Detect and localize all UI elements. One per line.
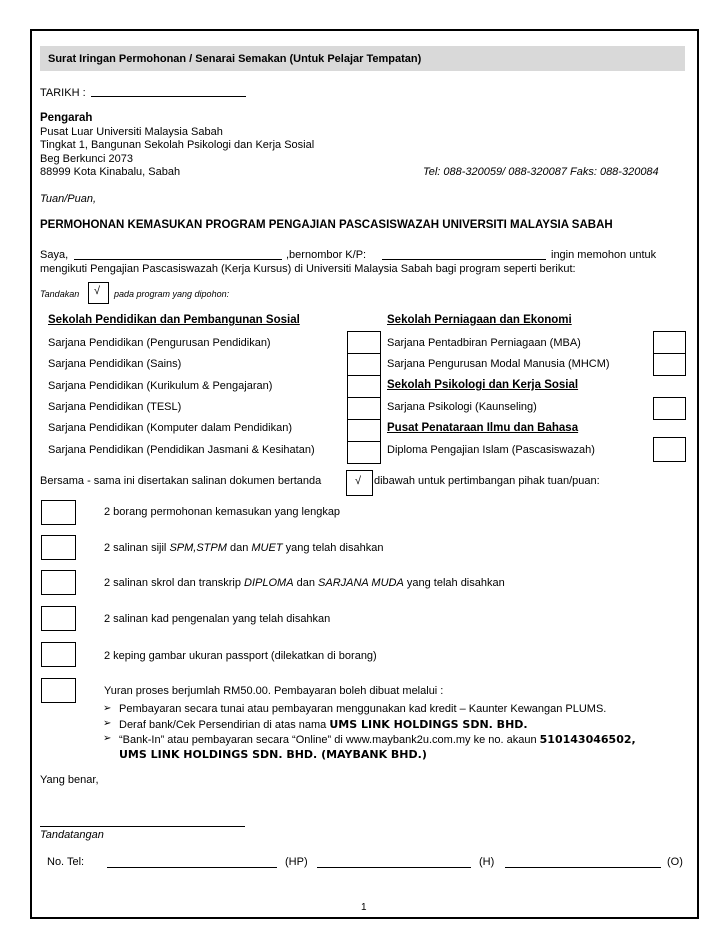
account-holder: UMS LINK HOLDINGS SDN. BHD. (MAYBANK BHD.) <box>119 748 427 761</box>
address-line-4: 88999 Kota Kinabalu, Sabah <box>40 166 181 178</box>
subject-heading: PERMOHONAN KEMASUKAN PROGRAM PENGAJIAN PASCASISWAZAH UNIVERSITI MALAYSIA SABAH <box>40 219 613 231</box>
program-item: Sarjana Pendidikan (TESL) <box>48 401 182 413</box>
intro-line-2: mengikuti Pengajian Pascasiswazah (Kerja Kursus) di Universiti Malaysia Sabah bagi program seperti berikut: <box>40 263 576 275</box>
arrow-bullet-icon: ➢ <box>103 703 112 714</box>
program-item: Sarjana Pendidikan (Pendidikan Jasmani & Kesihatan) <box>48 444 315 456</box>
document-text: DIPLOMA <box>244 577 294 589</box>
document-checkbox[interactable] <box>41 570 76 595</box>
program-item: Sarjana Pendidikan (Komputer dalam Pendidikan) <box>48 422 292 434</box>
program-checkbox[interactable] <box>653 437 686 462</box>
document-text: dan <box>296 577 315 589</box>
program-checkbox[interactable] <box>653 331 686 354</box>
document-item: 2 borang permohonan kemasukan yang lengkap <box>104 506 341 518</box>
program-item: Sarjana Pendidikan (Pengurusan Pendidikan) <box>48 337 271 349</box>
document-text: SARJANA MUDA <box>318 577 404 589</box>
intro-intent: ingin memohon untuk <box>551 249 657 261</box>
document-checkbox[interactable] <box>41 500 76 525</box>
phone-hp-label: (HP) <box>285 856 308 868</box>
program-item: Sarjana Pengurusan Modal Manusia (MHCM) <box>387 358 610 370</box>
program-checkbox[interactable] <box>653 397 686 420</box>
program-item: Sarjana Pentadbiran Perniagaan (MBA) <box>387 337 581 349</box>
arrow-bullet-icon: ➢ <box>103 718 112 729</box>
program-item: Sarjana Pendidikan (Kurikulum & Pengajaran) <box>48 380 273 392</box>
document-item: 2 salinan kad pengenalan yang telah disahkan <box>104 613 331 625</box>
program-checkbox[interactable] <box>653 353 686 376</box>
document-text: yang telah disahkan <box>406 577 505 589</box>
document-text: 2 salinan skrol dan transkrip <box>104 577 241 589</box>
arrow-bullet-icon: ➢ <box>103 733 112 744</box>
address-line-1: Pusat Luar Universiti Malaysia Sabah <box>40 126 223 138</box>
phone-o-field[interactable] <box>505 867 661 868</box>
address-line-2: Tingkat 1, Bangunan Sekolah Psikologi dan Kerja Sosial <box>40 139 315 151</box>
document-checkbox[interactable] <box>41 606 76 631</box>
ic-label: ,bernombor K/P: <box>286 249 367 261</box>
page-number: 1 <box>361 902 367 913</box>
phone-label: No. Tel: <box>47 856 85 868</box>
document-item <box>104 542 383 554</box>
closing: Yang benar, <box>40 774 99 786</box>
document-text: MUET <box>251 542 283 554</box>
program-checkbox[interactable] <box>347 419 381 442</box>
program-checkbox[interactable] <box>347 331 381 354</box>
date-field[interactable] <box>91 96 246 97</box>
name-field[interactable] <box>74 259 282 260</box>
document-checkbox[interactable] <box>41 642 76 667</box>
payment-text: Deraf bank/Cek Persendirian di atas nama <box>119 719 327 731</box>
language-centre-heading: Pusat Penataraan Ilmu dan Bahasa <box>387 422 579 434</box>
payment-option: Pembayaran secara tunai atau pembayaran menggunakan kad kredit – Kaunter Kewangan PLUMS. <box>119 703 607 715</box>
salutation: Tuan/Puan, <box>40 193 97 205</box>
program-item: Diploma Pengajian Islam (Pascasiswazah) <box>387 444 595 456</box>
document-text: SPM,STPM <box>169 542 227 554</box>
tick-instruction-after: pada program yang dipohon: <box>114 289 230 299</box>
date-label: TARIKH : <box>40 87 86 99</box>
document-checkbox[interactable] <box>41 535 76 560</box>
document-checkbox[interactable] <box>41 678 76 703</box>
recipient: Pengarah <box>40 112 93 124</box>
document-text: 2 salinan sijil <box>104 542 167 554</box>
document-item: 2 keping gambar ukuran passport (dilekatkan di borang) <box>104 650 377 662</box>
program-checkbox[interactable] <box>347 353 381 376</box>
ic-field[interactable] <box>382 259 546 260</box>
payment-option <box>119 733 636 746</box>
payment-option <box>119 718 528 731</box>
document-text: yang telah disahkan <box>285 542 384 554</box>
program-checkbox[interactable] <box>347 397 381 420</box>
program-checkbox[interactable] <box>347 441 381 464</box>
payee-name: UMS LINK HOLDINGS SDN. BHD. <box>329 718 528 731</box>
document-item: Yuran proses berjumlah RM50.00. Pembayaran boleh dibuat melalui : <box>104 685 444 697</box>
contact-info: Tel: 088-320059/ 088-320087 Faks: 088-320084 <box>423 166 659 178</box>
psychology-school-heading: Sekolah Psikologi dan Kerja Sosial <box>387 379 579 391</box>
form-title: Surat Iringan Permohonan / Senarai Semakan (Untuk Pelajar Tempatan) <box>48 53 422 65</box>
tick-icon: √ <box>94 285 101 297</box>
document-item <box>104 577 505 589</box>
phone-h-label: (H) <box>479 856 495 868</box>
phone-hp-field[interactable] <box>107 867 277 868</box>
left-school-heading: Sekolah Pendidikan dan Pembangunan Sosial <box>48 314 300 326</box>
tick-icon: √ <box>355 475 362 487</box>
phone-h-field[interactable] <box>317 867 471 868</box>
document-text: dan <box>229 542 249 554</box>
payment-text: “Bank-In” atau pembayaran secara “Online” di www.maybank2u.com.my ke no. akaun <box>119 734 537 746</box>
program-item: Sarjana Psikologi (Kaunseling) <box>387 401 537 413</box>
business-school-heading: Sekolah Perniagaan dan Ekonomi <box>387 314 572 326</box>
attach-line-before: Bersama - sama ini disertakan salinan dokumen bertanda <box>40 475 322 487</box>
account-number: 510143046502, <box>539 733 636 746</box>
signature-field[interactable] <box>40 826 245 827</box>
signature-label: Tandatangan <box>40 829 104 841</box>
program-checkbox[interactable] <box>347 375 381 398</box>
program-item: Sarjana Pendidikan (Sains) <box>48 358 182 370</box>
phone-o-label: (O) <box>667 856 683 868</box>
intro-saya: Saya, <box>40 249 69 261</box>
attach-line-after: dibawah untuk pertimbangan pihak tuan/puan: <box>374 475 600 487</box>
address-line-3: Beg Berkunci 2073 <box>40 153 133 165</box>
tick-instruction-before: Tandakan <box>40 289 80 299</box>
